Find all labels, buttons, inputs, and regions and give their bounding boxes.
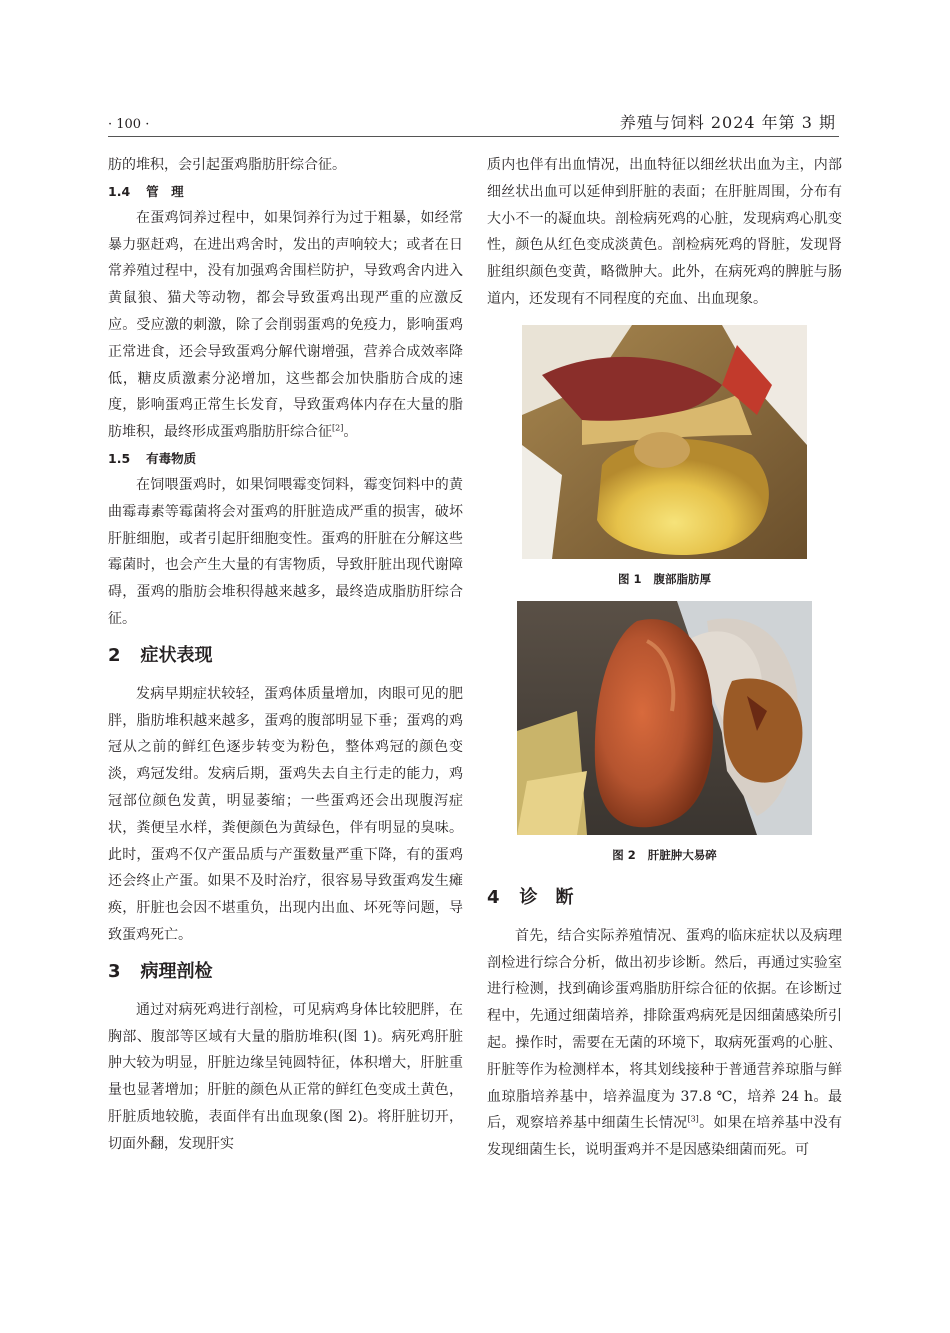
left-column	[108, 152, 463, 1158]
paragraph-text: 。	[343, 424, 358, 441]
section-title: 病理剖检	[140, 960, 213, 982]
figure-2-image	[517, 601, 812, 835]
paragraph: 质内也伴有出血情况，出血特征以细丝状出血为主，内部细丝状出血可以延伸到肝脏的表面；在肝脏周围，分布有大小不一的凝血块。剖检病死鸡的心脏，发现病鸡心肌变性，颜色从红色变成淡黄色。剖检病死鸡的肾脏，发现肾脏组织颜色变黄，略微肿大。此外，在病死鸡的脾脏与肠道内，还发现有不同程度的充血、出血现象。	[487, 157, 842, 307]
page-number: · 100 ·	[108, 117, 150, 132]
citation: [2]	[332, 423, 344, 433]
section-title: 诊 断	[519, 886, 574, 908]
paragraph: 通过对病死鸡进行剖检，可见病鸡身体比较肥胖，在胸部、腹部等区域有大量的脂肪堆积(图 1)。病死鸡肝脏肿大较为明显，肝脏边缘呈钝圆特征，体积增大，肝脏重量也显著增加；肝脏的颜色从正常的鲜红色变成土黄色，肝脏质地较脆，表面伴有出血现象(图 2)。将肝脏切开，切面外翻，发现肝实	[108, 1001, 463, 1152]
paragraph-text: 首先，结合实际养殖情况、蛋鸡的临床症状以及病理剖检进行综合分析，做出初步诊断。然后，再通过实验室进行检测，找到确诊蛋鸡脂肪肝综合征的依据。在诊断过程中，先通过细菌培养，排除蛋鸡病死是因细菌感染所引起。操作时，需要在无菌的环境下，取病死蛋鸡的心脏、肝脏等作为检测样本，将其划线接种于普通营养琼脂与鲜血琼脂培养基中，培养温度为 37.8 ℃，培养 24 h。最后，观察培养基中细菌生长情况	[487, 927, 842, 1132]
paragraph	[108, 205, 463, 446]
figure-1	[487, 325, 842, 589]
citation: [3]	[687, 1114, 699, 1124]
figure-1-caption	[487, 569, 842, 589]
subheading-1-4	[108, 179, 463, 205]
right-column	[487, 152, 842, 1164]
figure-2	[487, 601, 842, 865]
paragraph: 发病早期症状较轻，蛋鸡体质量增加，肉眼可见的肥胖，脂肪堆积越来越多，蛋鸡的腹部明显下垂；蛋鸡的鸡冠从之前的鲜红色逐步转变为粉色，整体鸡冠的颜色变淡，鸡冠发绀。发病后期，蛋鸡失去自主行走的能力，鸡冠部位颜色发黄，明显萎缩；一些蛋鸡还会出现腹泻症状，粪便呈水样，粪便颜色为黄绿色，伴有明显的臭味。此时，蛋鸡不仅产蛋品质与产蛋数量严重下降，有的蛋鸡还会终止产蛋。如果不及时治疗，很容易导致蛋鸡发生瘫痪，肝脏也会因不堪重负，出现内出血、坏死等问题，导致蛋鸡死亡。	[108, 685, 463, 943]
subheading-1-5	[108, 446, 463, 472]
subheading-number: 1.5	[108, 450, 131, 466]
section-number: 3	[108, 960, 121, 982]
figure-1-image	[522, 325, 807, 559]
subheading-number: 1.4	[108, 183, 131, 199]
figure-caption-text: 肝脏肿大易碎	[647, 847, 717, 862]
figure-caption-text: 腹部脂肪厚	[653, 571, 711, 586]
section-heading-3	[108, 957, 463, 987]
paragraph-text: 在蛋鸡饲养过程中，如果饲养行为过于粗暴，如经常暴力驱赶鸡，在进出鸡舍时，发出的声响较大；或者在日常养殖过程中，没有加强鸡舍围栏防护，导致鸡舍内进入黄鼠狼、猫犬等动物，都会导致蛋鸡出现严重的应激反应。受应激的刺激，除了会削弱蛋鸡的免疫力，影响蛋鸡正常进食，还会导致蛋鸡分解代谢增强，营养合成效率降低，糖皮质激素分泌增加，这些都会加快脂肪合成的速度，影响蛋鸡正常生长发育，导致蛋鸡体内存在大量的脂肪堆积，最终形成蛋鸡脂肪肝综合征	[108, 209, 463, 441]
section-number: 2	[108, 644, 121, 666]
header-rule	[108, 136, 839, 137]
paragraph: 在饲喂蛋鸡时，如果饲喂霉变饲料，霉变饲料中的黄曲霉毒素等霉菌将会对蛋鸡的肝脏造成严重的损害，破坏肝脏细胞，或者引起肝细胞变性。蛋鸡的肝脏在分解这些霉菌时，也会产生大量的有害物质，导致肝脏出现代谢障碍，蛋鸡的脂肪会堆积得越来越多，最终造成脂肪肝综合征。	[108, 476, 463, 627]
figure-number: 图 1	[617, 571, 642, 586]
paragraph	[487, 923, 842, 1164]
section-heading-2	[108, 641, 463, 671]
section-title: 症状表现	[140, 644, 213, 666]
section-number: 4	[487, 886, 500, 908]
section-heading-4	[487, 883, 842, 913]
paragraph-text: 。如果在培养基中没有发现细菌生长，说明蛋鸡并不是因感染细菌而死。可	[487, 1115, 843, 1159]
paragraph: 肪的堆积，会引起蛋鸡脂肪肝综合征。	[108, 157, 346, 173]
subheading-title: 有毒物质	[146, 450, 197, 466]
figure-2-caption	[487, 845, 842, 865]
figure-number: 图 2	[612, 847, 636, 862]
subheading-title: 管 理	[146, 183, 184, 199]
journal-title: 养殖与饲料 2024 年第 3 期	[619, 113, 836, 132]
